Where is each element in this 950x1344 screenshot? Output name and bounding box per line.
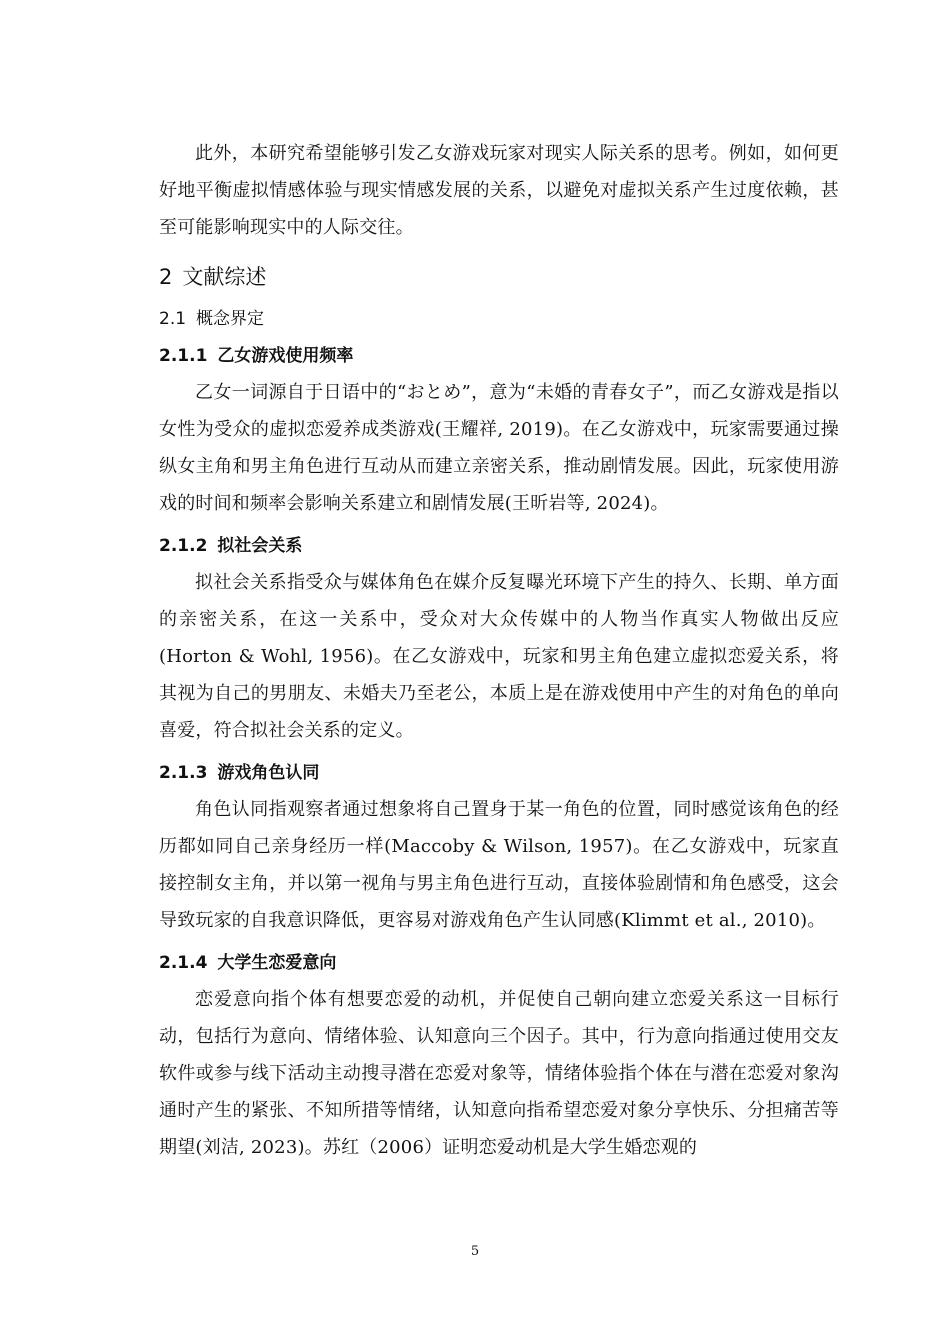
paragraph-intro: 此外，本研究希望能够引发乙女游戏玩家对现实人际关系的思考。例如，如何更好地平衡虚拟情感体验与现实情感发展的关系，以避免对虚拟关系产生过度依赖，甚至可能影响现实中的人际交往。	[159, 143, 839, 238]
heading-number: 2.1	[159, 309, 187, 329]
heading-section-2	[159, 262, 839, 292]
heading-title: 游戏角色认同	[217, 763, 320, 783]
page-number: 5	[470, 1244, 480, 1259]
page-content	[159, 135, 839, 1176]
heading-number: 2.1.2	[159, 536, 208, 556]
heading-number: 2.1.4	[159, 953, 208, 973]
heading-title: 拟社会关系	[217, 536, 303, 556]
heading-title: 乙女游戏使用频率	[217, 346, 354, 366]
heading-number: 2.1.1	[159, 346, 208, 366]
heading-section-2-1-3	[159, 759, 839, 787]
heading-section-2-1-2	[159, 532, 839, 560]
heading-number: 2.1.3	[159, 763, 208, 783]
heading-section-2-1-1	[159, 342, 839, 370]
paragraph-2-1-4: 恋爱意向指个体有想要恋爱的动机，并促使自己朝向建立恋爱关系这一目标行动，包括行为意向、情绪体验、认知意向三个因子。其中，行为意向指通过使用交友软件或参与线下活动主动搜寻潜在恋爱对象等，情绪体验指个体在与潜在恋爱对象沟通时产生的紧张、不知所措等情绪，认知意向指希望恋爱对象分享快乐、分担痛苦等期望(刘洁, 2023)。苏红（2006）证明恋爱动机是大学生婚恋观的	[159, 989, 839, 1158]
heading-section-2-1-4	[159, 949, 839, 977]
heading-title: 文献综述	[182, 265, 267, 289]
heading-section-2-1	[159, 306, 839, 332]
heading-title: 概念界定	[196, 309, 265, 329]
heading-title: 大学生恋爱意向	[217, 953, 337, 973]
paragraph-2-1-3: 角色认同指观察者通过想象将自己置身于某一角色的位置，同时感觉该角色的经历都如同自己亲身经历一样(Maccoby & Wilson, 1957)。在乙女游戏中，玩家直接控制女主角，并以第一视角与男主角色进行互动，直接体验剧情和角色感受，这会导致玩家的自我意识降低，更容易对游戏角色产生认同感(Klimmt et al., 2010)。	[159, 799, 839, 931]
paragraph-2-1-2: 拟社会关系指受众与媒体角色在媒介反复曝光环境下产生的持久、长期、单方面的亲密关系，在这一关系中，受众对大众传媒中的人物当作真实人物做出反应(Horton & Wohl, 1956)。在乙女游戏中，玩家和男主角色建立虚拟恋爱关系，将其视为自己的男朋友、未婚夫乃至老公，本质上是在游戏使用中产生的对角色的单向喜爱，符合拟社会关系的定义。	[159, 572, 839, 741]
paragraph-2-1-1: 乙女一词源自于日语中的“おとめ”，意为“未婚的青春女子”，而乙女游戏是指以女性为受众的虚拟恋爱养成类游戏(王耀祥, 2019)。在乙女游戏中，玩家需要通过操纵女主角和男主角色进行互动从而建立亲密关系，推动剧情发展。因此，玩家使用游戏的时间和频率会影响关系建立和剧情发展(王昕岩等, 2024)。	[159, 382, 839, 514]
heading-number: 2	[159, 265, 173, 289]
